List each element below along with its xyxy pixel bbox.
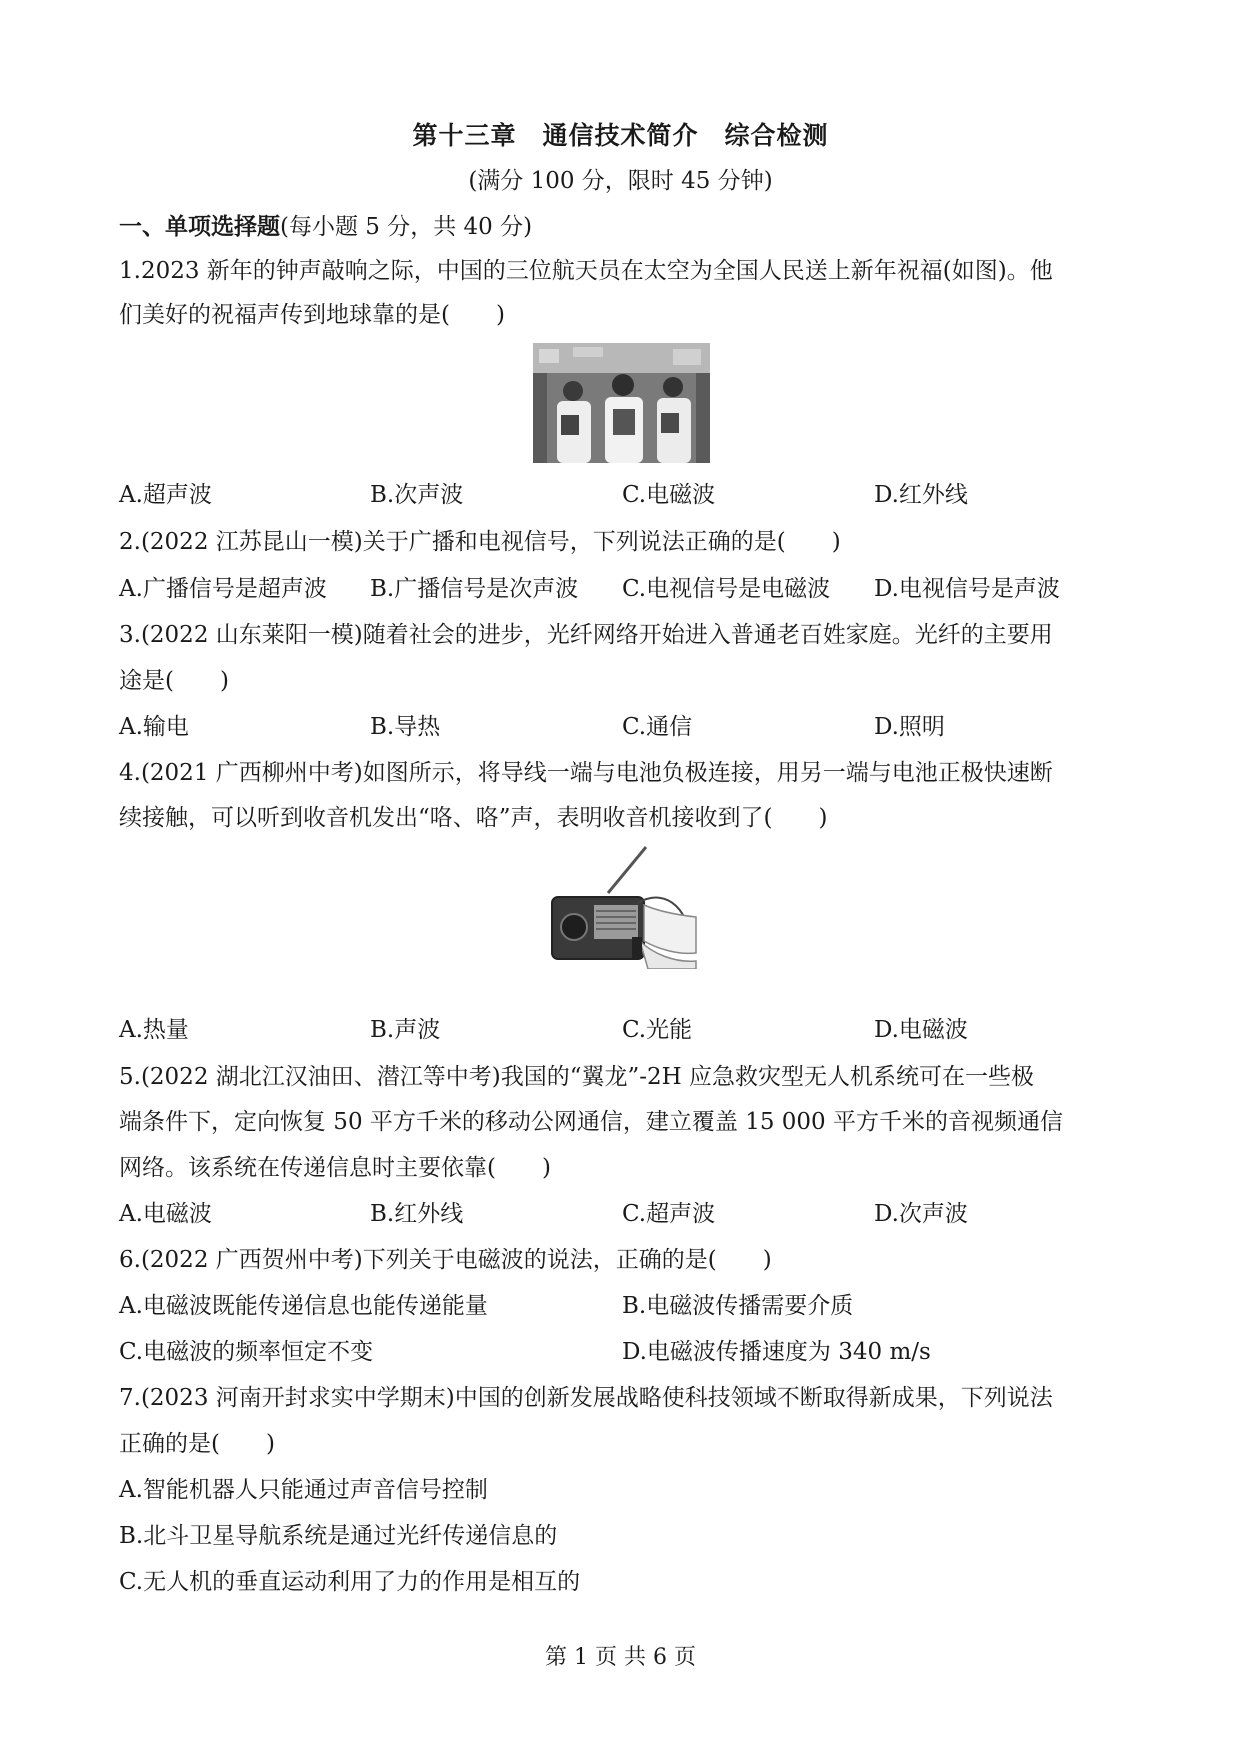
q4-option-a: A.热量 <box>119 1017 189 1043</box>
page-subtitle: (满分 100 分，限时 45 分钟) <box>468 168 773 194</box>
q2-option-b: B.广播信号是次声波 <box>370 576 579 602</box>
question-5-line-3: 网络。该系统在传递信息时主要依靠( ) <box>119 1155 551 1181</box>
q6-option-c: C.电磁波的频率恒定不变 <box>119 1339 374 1365</box>
page-footer: 第 1 页 共 6 页 <box>545 1645 696 1670</box>
question-5-line-2: 端条件下，定向恢复 50 平方千米的移动公网通信，建立覆盖 15 000 平方千米的音视频通信 <box>119 1109 1063 1135</box>
q4-option-c: C.光能 <box>622 1017 693 1043</box>
question-2-line-1: 2.(2022 江苏昆山一模)关于广播和电视信号，下列说法正确的是( ) <box>119 529 841 555</box>
question-5-line-1: 5.(2022 湖北江汉油田、潜江等中考)我国的“翼龙”-2H 应急救灾型无人机系统可在一些极 <box>119 1064 1035 1090</box>
q4-option-b: B.声波 <box>370 1017 441 1043</box>
radio-battery-figure <box>548 845 698 969</box>
page-title: 第十三章 通信技术简介 综合检测 <box>412 121 829 150</box>
q1-option-b: B.次声波 <box>370 482 464 508</box>
question-3-line-1: 3.(2022 山东莱阳一模)随着社会的进步，光纤网络开始进入普通老百姓家庭。光纤的主要用 <box>119 622 1053 648</box>
q1-option-d: D.红外线 <box>874 482 968 508</box>
q1-option-a: A.超声波 <box>119 482 212 508</box>
q2-option-d: D.电视信号是声波 <box>874 576 1060 602</box>
q6-option-b: B.电磁波传播需要介质 <box>622 1293 854 1319</box>
question-4-line-2: 续接触，可以听到收音机发出“咯、咯”声，表明收音机接收到了( ) <box>119 805 828 831</box>
question-7-line-1: 7.(2023 河南开封求实中学期末)中国的创新发展战略使科技领域不断取得新成果，下列说法 <box>119 1385 1053 1411</box>
q3-option-a: A.输电 <box>119 714 189 740</box>
q6-option-a: A.电磁波既能传递信息也能传递能量 <box>119 1293 488 1319</box>
q3-option-d: D.照明 <box>874 714 945 740</box>
section-title: 一、单项选择题 <box>119 213 280 240</box>
section-heading <box>119 208 532 241</box>
q5-option-b: B.红外线 <box>370 1201 464 1227</box>
q7-option-b: B.北斗卫星导航系统是通过光纤传递信息的 <box>119 1523 558 1549</box>
astronauts-photo <box>533 343 710 463</box>
question-1-line-1: 1.2023 新年的钟声敲响之际，中国的三位航天员在太空为全国人民送上新年祝福(如图)。他 <box>119 258 1053 284</box>
q5-option-a: A.电磁波 <box>119 1201 212 1227</box>
q5-option-c: C.超声波 <box>622 1201 716 1227</box>
question-3-line-2: 途是( ) <box>119 668 229 694</box>
question-4-line-1: 4.(2021 广西柳州中考)如图所示，将导线一端与电池负极连接，用另一端与电池正极快速断 <box>119 760 1053 786</box>
q2-option-a: A.广播信号是超声波 <box>119 576 327 602</box>
q2-option-c: C.电视信号是电磁波 <box>622 576 831 602</box>
q5-option-d: D.次声波 <box>874 1201 968 1227</box>
question-1-line-2: 们美好的祝福声传到地球靠的是( ) <box>119 302 505 328</box>
question-6-line-1: 6.(2022 广西贺州中考)下列关于电磁波的说法，正确的是( ) <box>119 1247 772 1273</box>
question-7-line-2: 正确的是( ) <box>119 1431 275 1457</box>
q7-option-a: A.智能机器人只能通过声音信号控制 <box>119 1477 488 1503</box>
q7-option-c: C.无人机的垂直运动利用了力的作用是相互的 <box>119 1569 581 1595</box>
section-note: (每小题 5 分，共 40 分) <box>280 214 533 240</box>
q1-option-c: C.电磁波 <box>622 482 716 508</box>
q6-option-d: D.电磁波传播速度为 340 m/s <box>622 1339 931 1365</box>
q3-option-b: B.导热 <box>370 714 441 740</box>
q4-option-d: D.电磁波 <box>874 1017 968 1043</box>
q3-option-c: C.通信 <box>622 714 693 740</box>
